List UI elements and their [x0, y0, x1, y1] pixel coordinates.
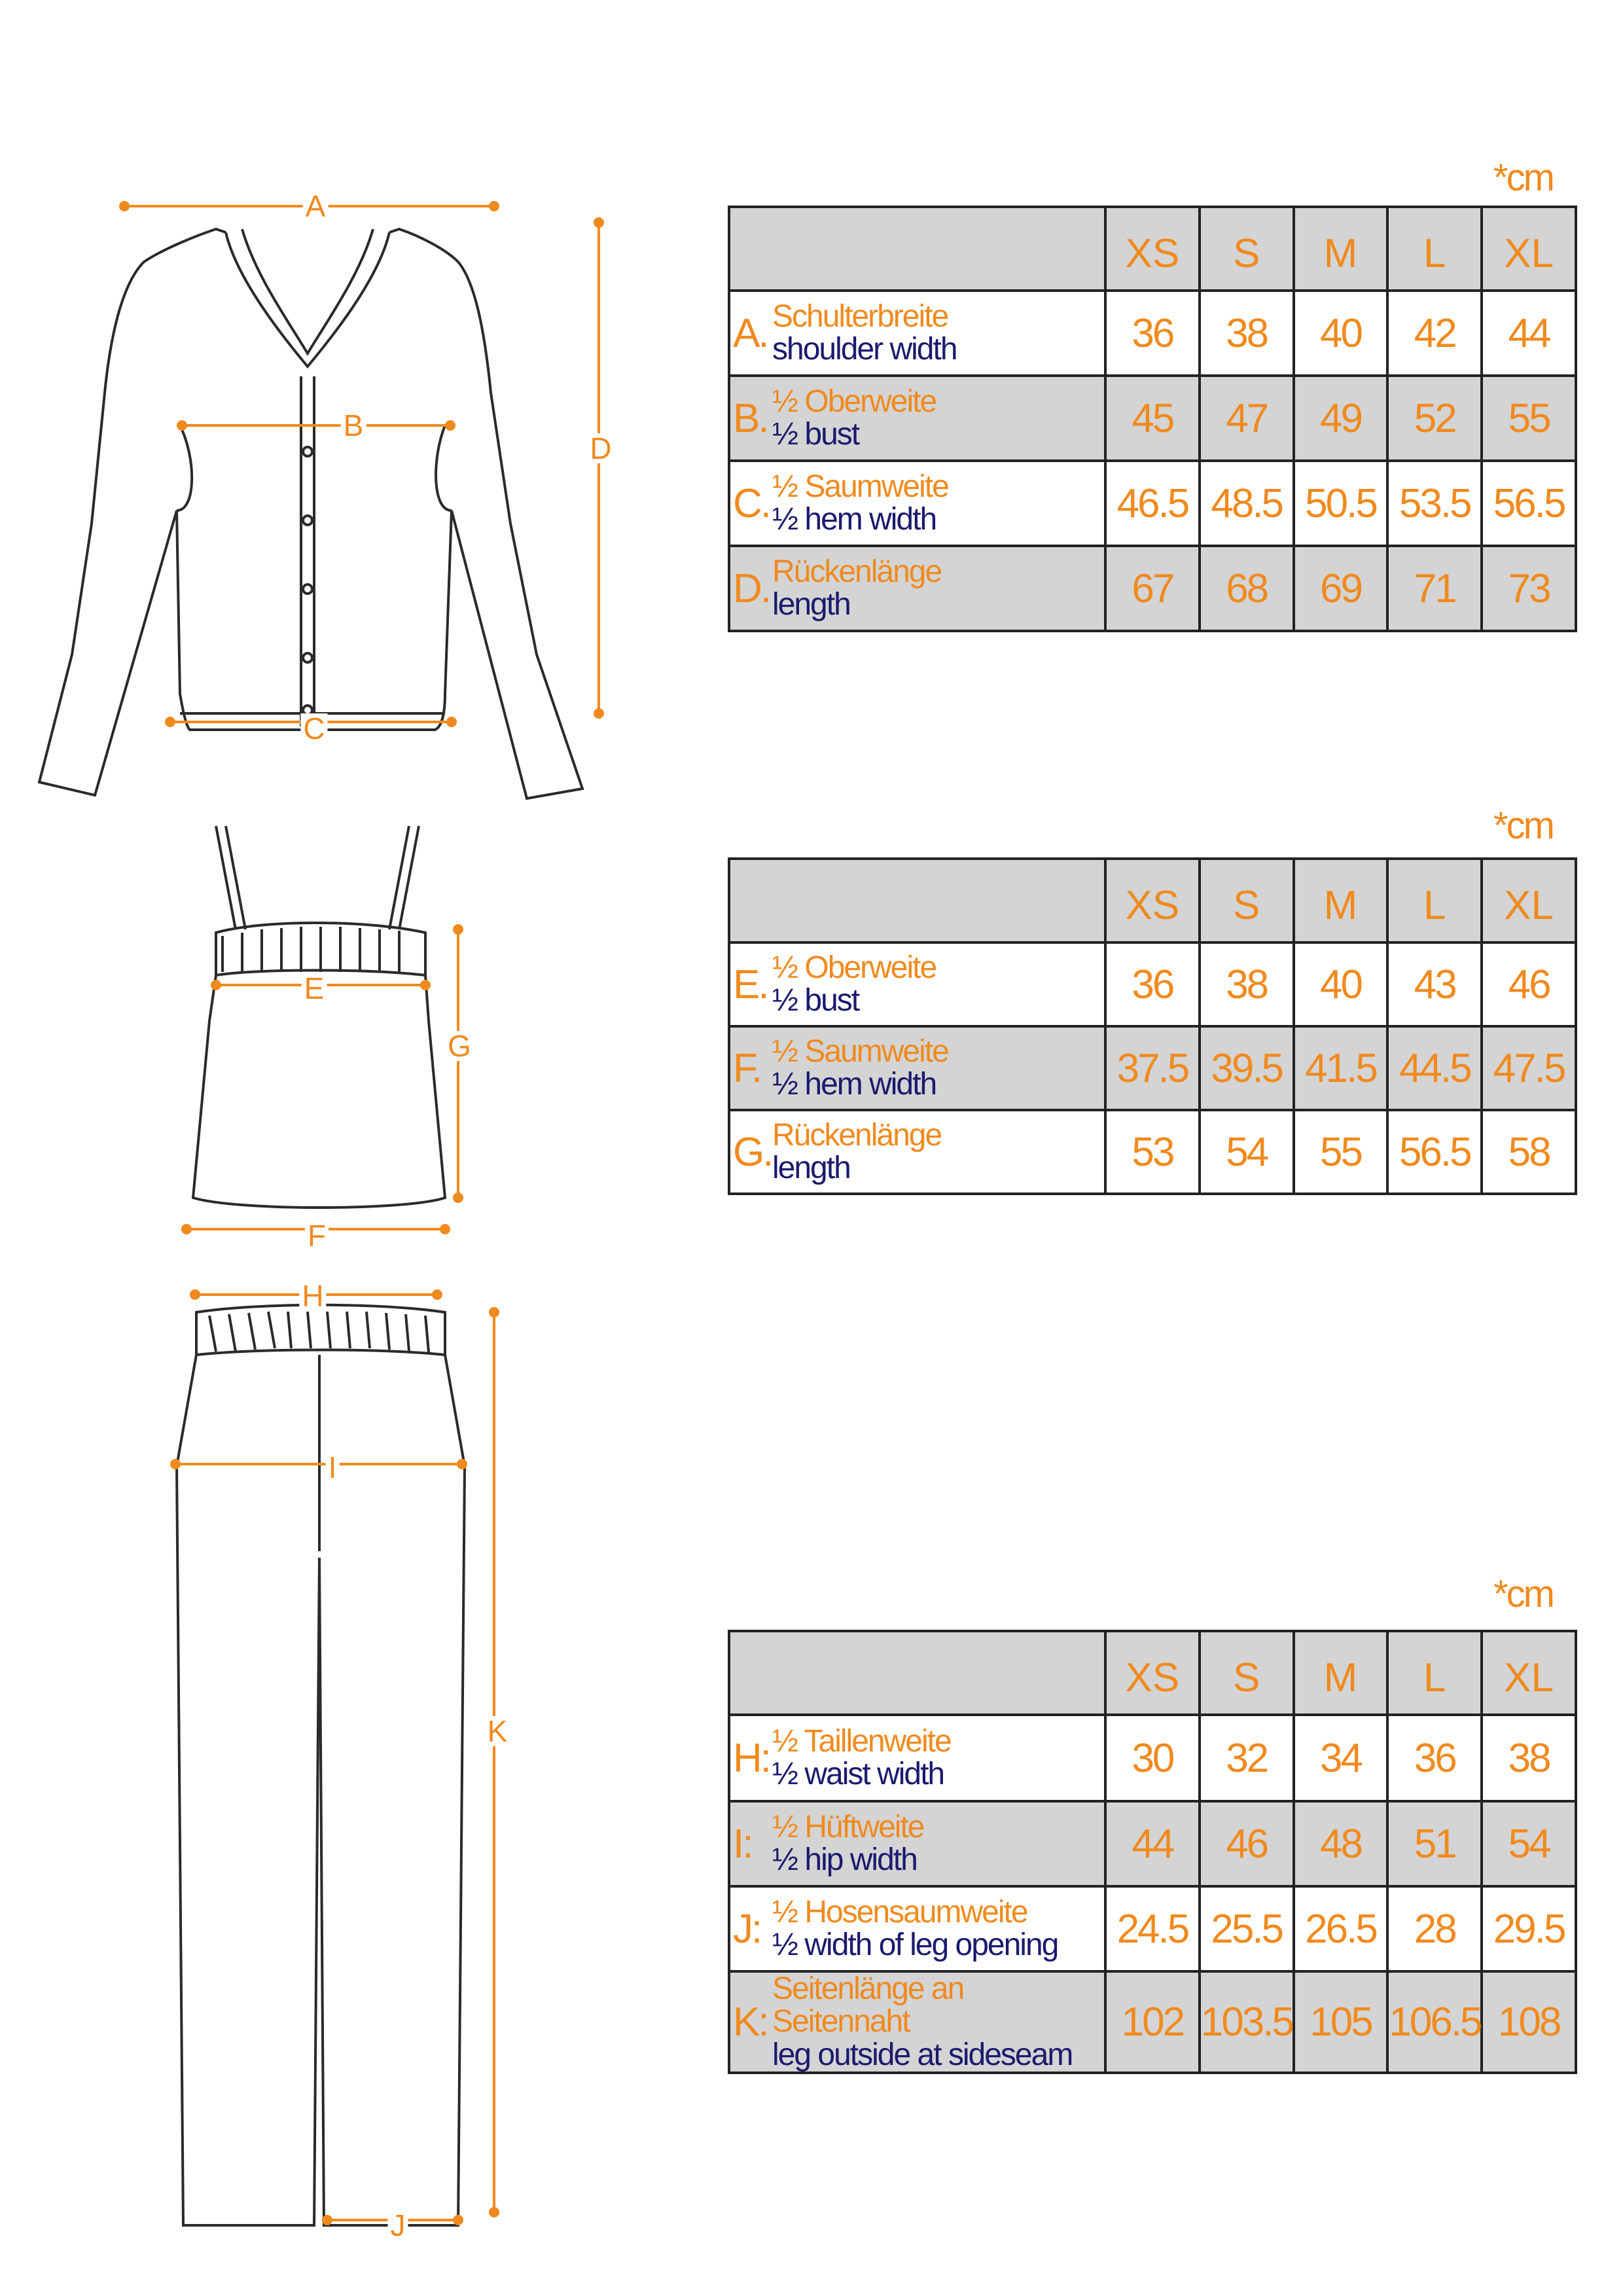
- measurement-en: ½ waist width: [772, 1757, 944, 1791]
- value-cell: 69: [1294, 546, 1388, 631]
- value-cell: 29.5: [1482, 1886, 1576, 1971]
- measurement-en: length: [772, 1151, 850, 1185]
- table-row: [729, 1110, 1576, 1194]
- value-cell: 48: [1294, 1801, 1388, 1886]
- value-cell: 67: [1105, 546, 1200, 631]
- value-cell: 52: [1387, 376, 1482, 461]
- value-cell: 41.5: [1294, 1026, 1388, 1110]
- size-table-cardigan: [728, 206, 1577, 632]
- value-cell: 55: [1294, 1110, 1388, 1194]
- value-cell: 53: [1105, 1110, 1200, 1194]
- value-cell: 47.5: [1482, 1026, 1576, 1110]
- table-row: [729, 376, 1576, 461]
- measurement-letter: B.: [733, 395, 768, 441]
- table-row: [729, 1971, 1576, 2073]
- size-header: XS: [1105, 859, 1200, 942]
- measurement-letter: H:: [733, 1735, 770, 1781]
- size-header: M: [1294, 1631, 1388, 1715]
- table-row: [729, 461, 1576, 546]
- value-cell: 108: [1482, 1971, 1576, 2073]
- measurement-cell: [729, 376, 1105, 461]
- measurement-cell: [729, 1801, 1105, 1886]
- value-cell: 32: [1200, 1715, 1294, 1801]
- measurement-cell: [729, 1026, 1105, 1110]
- dim-label-h: H: [299, 1281, 326, 1311]
- value-cell: 24.5: [1105, 1886, 1200, 1971]
- value-cell: 40: [1294, 291, 1388, 376]
- value-cell: 36: [1105, 291, 1200, 376]
- measurement-letter: I:: [733, 1821, 752, 1867]
- unit-label-trousers: *cm: [1493, 1573, 1553, 1615]
- value-cell: 43: [1387, 942, 1482, 1026]
- measurement-letter: K:: [733, 2000, 768, 2045]
- measurement-letter: E.: [733, 961, 768, 1007]
- value-cell: 68: [1200, 546, 1294, 631]
- value-cell: 56.5: [1482, 461, 1576, 546]
- size-header: M: [1294, 859, 1388, 942]
- measurement-de: ½ Hüftweite: [772, 1809, 924, 1844]
- value-cell: 30: [1105, 1715, 1200, 1801]
- size-header: XS: [1105, 1631, 1200, 1715]
- table-row: [729, 546, 1576, 631]
- value-cell: 45: [1105, 376, 1200, 461]
- measurement-en: ½ hem width: [772, 1067, 936, 1102]
- value-cell: 53.5: [1387, 461, 1482, 546]
- value-cell: 73: [1482, 546, 1576, 631]
- dim-label-e: E: [302, 973, 327, 1003]
- size-table-trousers: [728, 1630, 1577, 2074]
- measurement-letter: C.: [733, 480, 770, 526]
- value-cell: 28: [1387, 1886, 1482, 1971]
- size-header: XL: [1482, 1631, 1576, 1715]
- size-header: S: [1200, 859, 1294, 942]
- value-cell: 26.5: [1294, 1886, 1388, 1971]
- size-header: L: [1387, 1631, 1482, 1715]
- dim-label-g: G: [445, 1031, 474, 1061]
- table-header-row: [729, 1631, 1576, 1715]
- cardigan-buttons: [303, 447, 312, 715]
- measurement-cell: [729, 1971, 1105, 2073]
- value-cell: 103.5: [1200, 1971, 1294, 2073]
- measurement-letter: A.: [733, 310, 768, 356]
- value-cell: 50.5: [1294, 461, 1388, 546]
- camisole-sketch: [193, 826, 445, 1208]
- value-cell: 42: [1387, 291, 1482, 376]
- value-cell: 46: [1200, 1801, 1294, 1886]
- measurement-cell: [729, 1886, 1105, 1971]
- measurement-letter: J:: [733, 1906, 761, 1952]
- value-cell: 36: [1105, 942, 1200, 1026]
- value-cell: 71: [1387, 546, 1482, 631]
- measurement-en: ½ bust: [772, 983, 859, 1018]
- value-cell: 44: [1482, 291, 1576, 376]
- measurement-de: Rückenlänge: [772, 1117, 942, 1153]
- table-row: [729, 291, 1576, 376]
- value-cell: 56.5: [1387, 1110, 1482, 1194]
- size-header: L: [1387, 859, 1482, 942]
- value-cell: 39.5: [1200, 1026, 1294, 1110]
- dim-label-k: K: [485, 1716, 510, 1746]
- unit-label-camisole: *cm: [1493, 804, 1553, 847]
- value-cell: 46.5: [1105, 461, 1200, 546]
- value-cell: 38: [1200, 942, 1294, 1026]
- measurement-de: ½ Saumweite: [772, 1033, 948, 1069]
- value-cell: 102: [1105, 1971, 1200, 2073]
- measurement-en: leg outside at sideseam: [772, 2037, 1073, 2072]
- measurement-letter: G.: [733, 1129, 772, 1175]
- measurement-cell: [729, 1715, 1105, 1801]
- measurement-letter: F.: [733, 1045, 761, 1091]
- measurement-letter: D.: [733, 565, 770, 611]
- measurement-cell: [729, 1110, 1105, 1194]
- value-cell: 48.5: [1200, 461, 1294, 546]
- measurement-en: ½ hip width: [772, 1842, 917, 1877]
- value-cell: 34: [1294, 1715, 1388, 1801]
- dim-label-f: F: [305, 1221, 329, 1251]
- value-cell: 37.5: [1105, 1026, 1200, 1110]
- value-cell: 106.5: [1387, 1971, 1482, 2073]
- measurement-en: length: [772, 587, 850, 622]
- table-header-row: [729, 859, 1576, 942]
- size-header: L: [1387, 207, 1482, 291]
- table-row: [729, 1026, 1576, 1110]
- measurement-en: ½ hem width: [772, 502, 936, 537]
- measurement-de: ½ Taillenweite: [772, 1723, 951, 1759]
- table-row: [729, 942, 1576, 1026]
- value-cell: 40: [1294, 942, 1388, 1026]
- measurement-de: ½ Saumweite: [772, 469, 948, 504]
- measurement-de: Seitenlänge an Seitennaht: [772, 1971, 964, 2039]
- header-blank: [729, 207, 1105, 291]
- value-cell: 54: [1482, 1801, 1576, 1886]
- size-header: S: [1200, 1631, 1294, 1715]
- measurement-en: ½ bust: [772, 417, 859, 452]
- dim-label-b: B: [341, 410, 366, 440]
- value-cell: 38: [1200, 291, 1294, 376]
- measurement-de: ½ Oberweite: [772, 950, 936, 985]
- value-cell: 46: [1482, 942, 1576, 1026]
- trousers-sketch: [177, 1305, 465, 2225]
- size-header: M: [1294, 207, 1388, 291]
- value-cell: 44: [1105, 1801, 1200, 1886]
- size-header: XS: [1105, 207, 1200, 291]
- value-cell: 105: [1294, 1971, 1388, 2073]
- header-blank: [729, 1631, 1105, 1715]
- size-header: XL: [1482, 207, 1576, 291]
- value-cell: 51: [1387, 1801, 1482, 1886]
- value-cell: 25.5: [1200, 1886, 1294, 1971]
- measurement-cell: [729, 461, 1105, 546]
- measurement-en: shoulder width: [772, 332, 957, 367]
- value-cell: 55: [1482, 376, 1576, 461]
- unit-label-cardigan: *cm: [1493, 156, 1553, 199]
- table-row: [729, 1801, 1576, 1886]
- dim-label-c: C: [300, 713, 327, 744]
- value-cell: 36: [1387, 1715, 1482, 1801]
- size-table-camisole: [728, 857, 1577, 1195]
- measurement-cell: [729, 942, 1105, 1026]
- size-header: XL: [1482, 859, 1576, 942]
- measurement-de: ½ Hosensaumweite: [772, 1894, 1027, 1929]
- measurement-cell: [729, 291, 1105, 376]
- dimension-lines: [119, 201, 604, 2225]
- measurement-en: ½ width of leg opening: [772, 1928, 1058, 1962]
- measurement-de: ½ Oberweite: [772, 384, 936, 419]
- dim-label-i: I: [326, 1452, 340, 1482]
- header-blank: [729, 859, 1105, 942]
- value-cell: 47: [1200, 376, 1294, 461]
- dim-label-d: D: [587, 433, 614, 463]
- value-cell: 44.5: [1387, 1026, 1482, 1110]
- table-header-row: [729, 207, 1576, 291]
- measurement-de: Rückenlänge: [772, 554, 942, 589]
- value-cell: 38: [1482, 1715, 1576, 1801]
- value-cell: 49: [1294, 376, 1388, 461]
- table-row: [729, 1886, 1576, 1971]
- dim-label-j: J: [388, 2210, 408, 2240]
- measurement-de: Schulterbreite: [772, 298, 948, 334]
- table-row: [729, 1715, 1576, 1801]
- size-header: S: [1200, 207, 1294, 291]
- value-cell: 58: [1482, 1110, 1576, 1194]
- value-cell: 54: [1200, 1110, 1294, 1194]
- dim-label-a: A: [303, 191, 329, 221]
- measurement-cell: [729, 546, 1105, 631]
